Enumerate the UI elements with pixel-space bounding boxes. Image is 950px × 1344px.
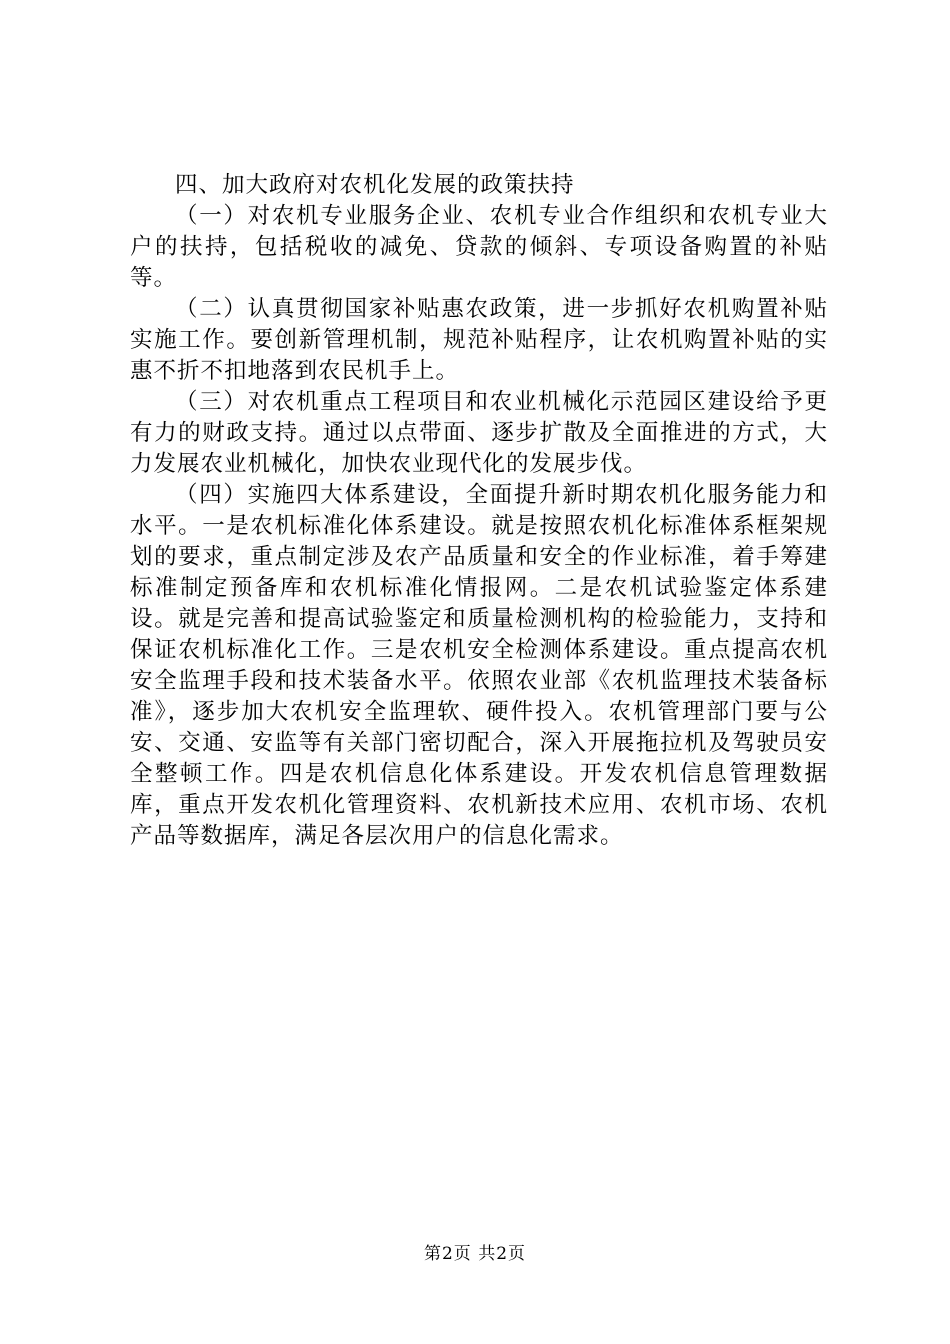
paragraph-3: （三）对农机重点工程项目和农业机械化示范园区建设给予更有力的财政支持。通过以点带面、逐步扩散及全面推进的方式，大力发展农业机械化，加快农业现代化的发展步伐。 [130, 389, 828, 477]
page-number-footer: 第2页 共2页 [423, 1244, 527, 1264]
paragraph-2: （二）认真贯彻国家补贴惠农政策，进一步抓好农机购置补贴实施工作。要创新管理机制，规范补贴程序，让农机购置补贴的实惠不折不扣地落到农民机手上。 [130, 296, 828, 384]
paragraph-1: （一）对农机专业服务企业、农机专业合作组织和农机专业大户的扶持，包括税收的减免、贷款的倾斜、专项设备购置的补贴等。 [130, 203, 828, 291]
section-heading: 四、加大政府对农机化发展的政策扶持 [175, 172, 575, 198]
document-body [130, 170, 828, 852]
paragraph-4: （四）实施四大体系建设，全面提升新时期农机化服务能力和水平。一是农机标准化体系建设。就是按照农机化标准体系框架规划的要求，重点制定涉及农产品质量和安全的作业标准，着手筹建标准制定预备库和农机标准化情报网。二是农机试验鉴定体系建设。就是完善和提高试验鉴定和质量检测机构的检验能力，支持和保证农机标准化工作。三是农机安全检测体系建设。重点提高农机安全监理手段和技术装备水平。依照农业部《农机监理技术装备标准》，逐步加大农机安全监理软、硬件投入。农机管理部门要与公安、交通、安监等有关部门密切配合，深入开展拖拉机及驾驶员安全整顿工作。四是农机信息化体系建设。开发农机信息管理数据库，重点开发农机化管理资料、农机新技术应用、农机市场、农机产品等数据库，满足各层次用户的信息化需求。 [130, 482, 828, 849]
